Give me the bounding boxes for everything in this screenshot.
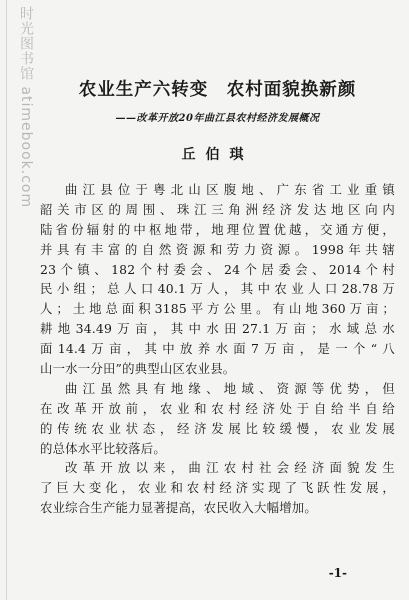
page-edge	[6, 0, 7, 600]
text-line: 陆省份辐射的中枢地带，地理位置优越，交通方便，	[40, 221, 395, 237]
page-number: -1-	[328, 566, 347, 580]
watermark: 时光图书馆 atimebook.com	[18, 6, 34, 209]
text-line: 农业综合生产能力显著提高，农民收入大幅增加。	[40, 500, 317, 516]
article-title: 农业生产六转变 农村面貌换新颜	[78, 80, 357, 100]
article-subtitle: ——改革开放20年曲江县农村经济发展概况	[115, 113, 320, 124]
paragraph	[40, 180, 395, 379]
text-line: 23个镇、182个村委会、24个居委会、2014个村	[40, 261, 395, 277]
text-line: 的传统农业状态，经济发展比较缓慢，农业发展	[40, 420, 395, 436]
text-line: 人；土地总面积3185平方公里。有山地360万亩；	[40, 301, 395, 317]
text-line: 曲江虽然具有地缘、地域、资源等优势，但	[65, 380, 395, 396]
text-line: 的总体水平比较落后。	[40, 440, 166, 456]
text-line: 民小组；总人口40.1万人，其中农业人口28.78万	[40, 281, 395, 297]
text-line: 改革开放以来，曲江农村社会经济面貌发生	[65, 460, 395, 476]
text-line: 并具有丰富的自然资源和劳力资源。1998年共辖	[40, 241, 395, 257]
article-body	[40, 180, 395, 518]
text-line: 面14.4万亩，其中放养水面7万亩，是一个“八	[40, 341, 395, 357]
text-line: 韶关市区的周围、珠江三角洲经济发达地区向内	[40, 201, 395, 217]
text-line: 曲江县位于粤北山区腹地、广东省工业重镇	[65, 182, 395, 197]
paragraph	[40, 458, 395, 518]
text-line: 在改革开放前，农业和农村经济处于自给半自给	[40, 400, 395, 416]
text-line: 山一水一分田”的典型山区农业县。	[40, 361, 236, 377]
author-name: 丘伯琪	[181, 147, 254, 163]
article	[40, 76, 395, 518]
text-line: 耕地34.49万亩，其中水田27.1万亩；水域总水	[40, 321, 395, 337]
paragraph	[40, 379, 395, 459]
text-line: 了巨大变化，农业和农村经济实现了飞跃性发展，	[40, 480, 395, 496]
